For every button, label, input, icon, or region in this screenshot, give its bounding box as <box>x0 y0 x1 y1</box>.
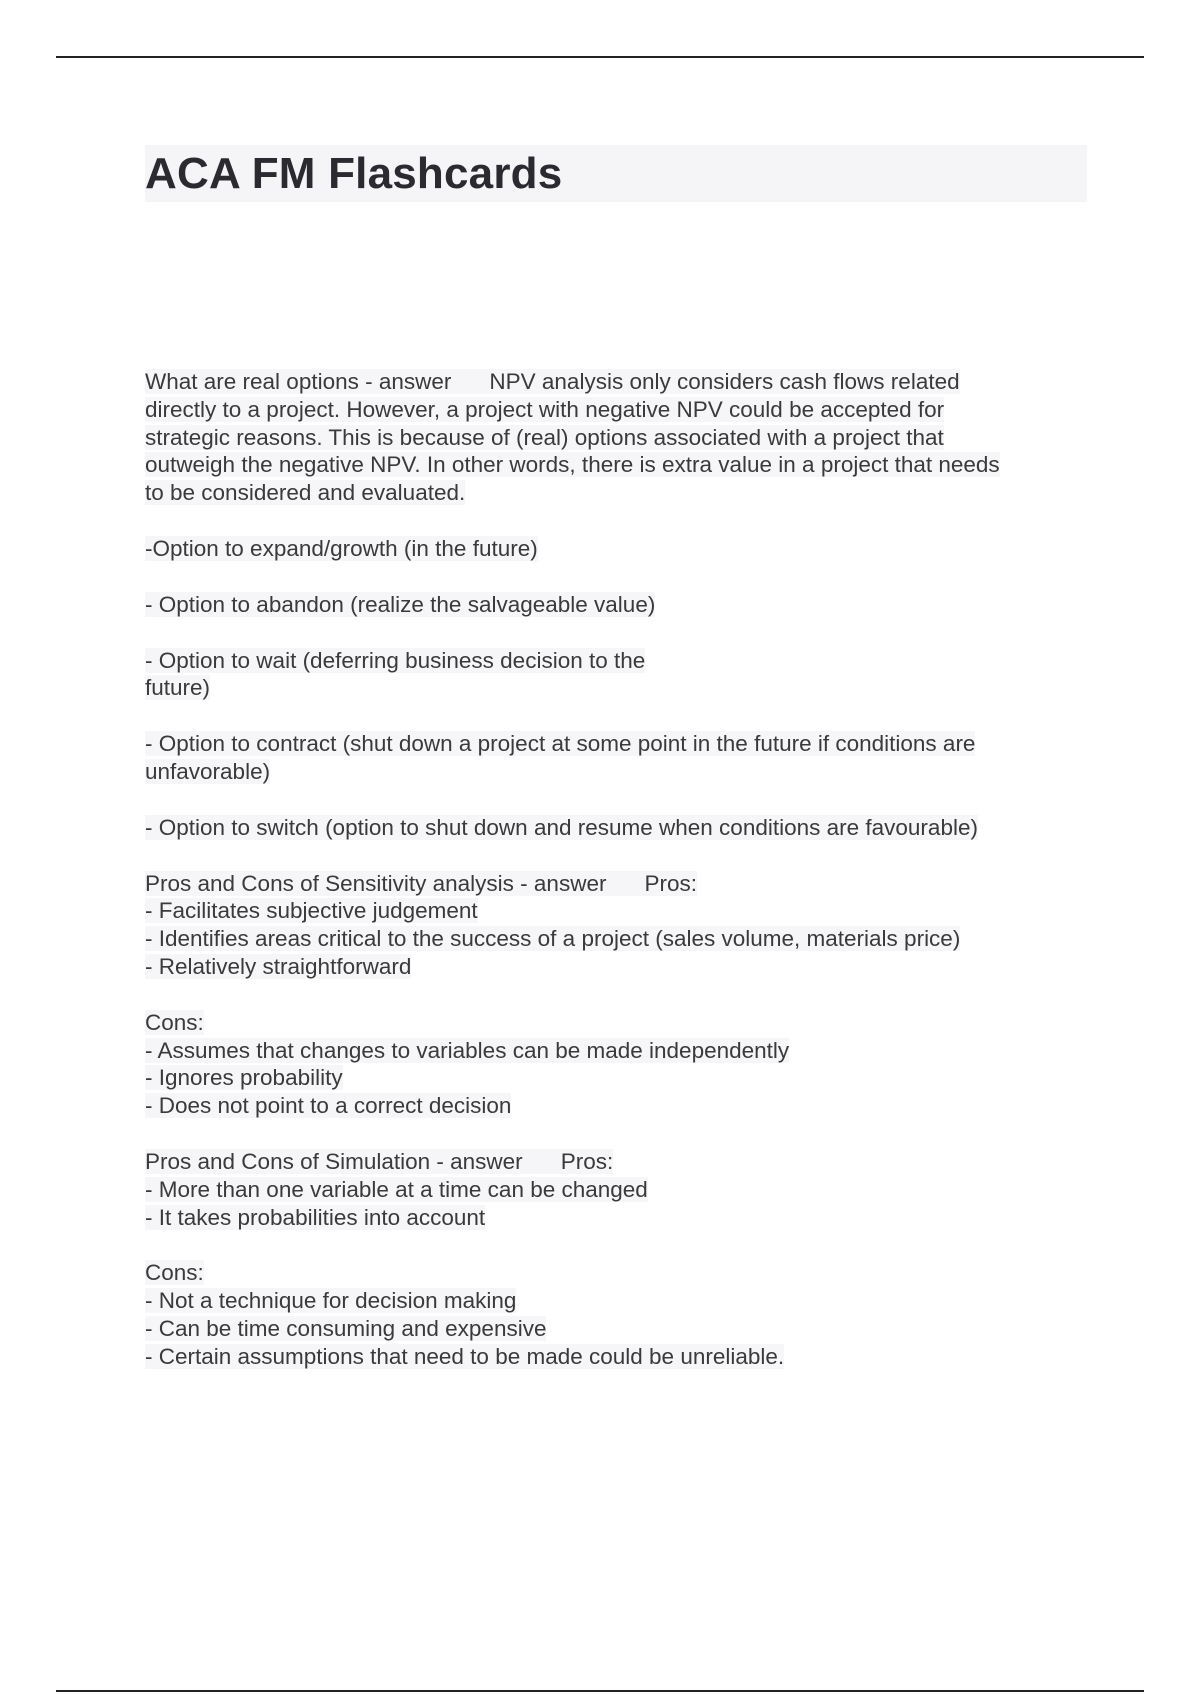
con-item: - Assumes that changes to variables can be made independently <box>145 1037 790 1063</box>
pro-item: - More than one variable at a time can be changed <box>145 1176 648 1202</box>
card-question: What are real options - answer NPV analysis only considers cash flows related <box>145 369 960 394</box>
cons-label: Cons: <box>145 1009 204 1035</box>
option-item: - Option to switch (option to shut down and resume when conditions are favourable) <box>145 814 978 840</box>
con-item: - Not a technique for decision making <box>145 1288 517 1314</box>
cons-label: Cons: <box>145 1260 204 1286</box>
pro-item: - Facilitates subjective judgement <box>145 898 478 924</box>
card-simulation-pros <box>145 1148 1090 1231</box>
flashcard-content <box>145 368 1090 1399</box>
answer-line: to be considered and evaluated. <box>145 480 466 506</box>
con-item: - Does not point to a correct decision <box>145 1093 512 1119</box>
page-title: ACA FM Flashcards <box>145 149 563 198</box>
answer-line: outweigh the negative NPV. In other words, there is extra value in a project that needs <box>145 452 1000 478</box>
pro-item: - Identifies areas critical to the success of a project (sales volume, materials price) <box>145 926 961 952</box>
top-rule <box>56 56 1144 58</box>
card-simulation-cons <box>145 1259 1090 1370</box>
card-real-options <box>145 368 1090 507</box>
card-question: Pros and Cons of Simulation - answer Pros: <box>145 1148 614 1174</box>
pro-item: - It takes probabilities into account <box>145 1204 486 1230</box>
option-item: - Option to abandon (realize the salvageable value) <box>145 591 656 617</box>
card-question: Pros and Cons of Sensitivity analysis - answer Pros: <box>145 870 697 896</box>
option-item: - Option to contract (shut down a project at some point in the future if conditions are unfavorable) <box>145 731 976 784</box>
card-sensitivity-cons <box>145 1009 1090 1120</box>
option-item: - Option to wait (deferring business decision to the future) <box>145 647 646 701</box>
pro-item: - Relatively straightforward <box>145 953 412 979</box>
con-item: - Can be time consuming and expensive <box>145 1315 547 1341</box>
con-item: - Certain assumptions that need to be made could be unreliable. <box>145 1343 785 1369</box>
answer-line: strategic reasons. This is because of (real) options associated with a project that <box>145 424 944 450</box>
answer-line: directly to a project. However, a project with negative NPV could be accepted for <box>145 396 945 422</box>
bottom-rule <box>56 1690 1144 1692</box>
option-item: -Option to expand/growth (in the future) <box>145 535 538 561</box>
card-sensitivity-pros <box>145 870 1090 981</box>
con-item: - Ignores probability <box>145 1065 343 1091</box>
